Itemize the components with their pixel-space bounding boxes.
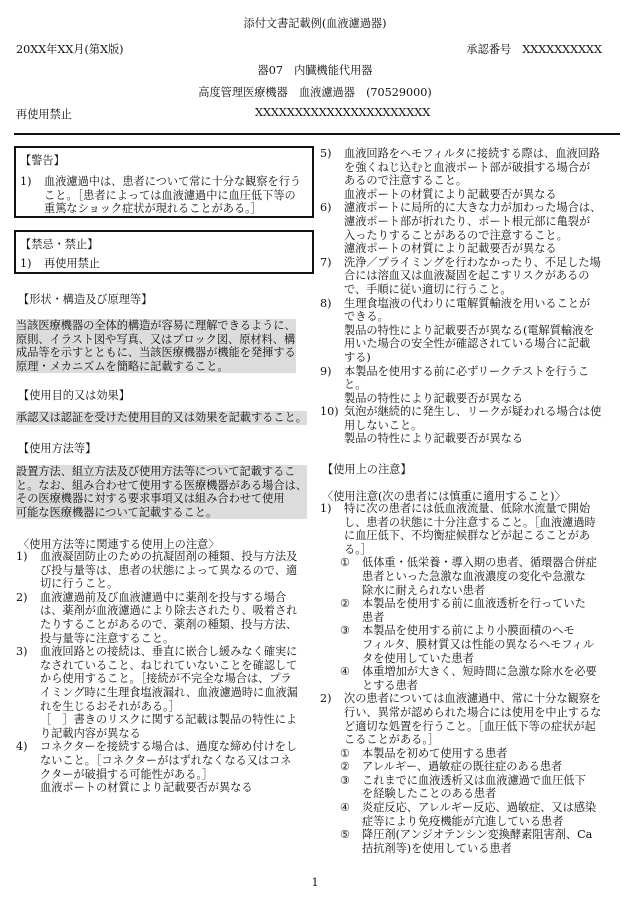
item-text: 血液凝固防止のための抗凝固剤の種類、投与方法及 び投与量等は、患者の状態によって異なるので、適 切に行うこと。 <box>40 550 298 591</box>
item-number: 2) <box>16 590 28 604</box>
item-number: 2) <box>320 692 332 706</box>
approval-number: 承認番号 XXXXXXXXXX <box>466 43 602 56</box>
precautions-list <box>320 502 601 855</box>
item-number: 6) <box>320 201 332 215</box>
item-number: 1) <box>20 175 32 188</box>
item-text: 再使用禁止 <box>44 257 100 270</box>
item-number: 1) <box>20 257 32 270</box>
item-text: 特に次の患者には低血液流量、低除水流量で開始 し、患者の状態に十分注意すること。［血液濾過時 に血圧低下、不均衡症候群などが起こることがあ る。］ <box>344 502 596 556</box>
usage-item <box>16 591 298 645</box>
document-title: 添付文書記載例(血液濾過器) <box>243 17 387 30</box>
sub-text: 本製品を使用する前に血液透析を行っていた 患者 <box>362 597 586 624</box>
item-number: 9) <box>320 364 332 378</box>
sub-number: ③ <box>340 773 351 787</box>
header-divider <box>14 133 620 135</box>
item-text: 気泡が継続的に発生し、リークが疑われる場合は使 用しないこと。 製品の特性により記載要否が異なる <box>344 405 602 446</box>
shape-heading: 【形状・構造及び原理等】 <box>18 293 153 306</box>
sub-item <box>320 556 601 597</box>
usage-item <box>16 550 298 591</box>
item-text: 生理食塩液の代わりに電解質輸液を用いることが できる。 製品の特性により記載要否が異なる(電解質輸液を 用いた場合の安全性が確認されている場合に記載 する) <box>344 296 595 364</box>
prohibition-heading: 【禁忌・禁止】 <box>20 238 99 251</box>
sub-text: 本製品を初めて使用する患者 <box>362 746 508 760</box>
precautions-subheading: 〈使用注意(次の患者には慎重に適用すること)〉 <box>322 490 566 503</box>
sub-number: ③ <box>340 624 351 638</box>
item-number: 3) <box>16 645 28 659</box>
sub-item <box>320 624 601 665</box>
usage-item <box>16 645 298 740</box>
sub-item <box>320 665 601 692</box>
sub-text: 体重増加が大きく、短時間に急激な除水を必要 とする患者 <box>362 665 597 692</box>
usage-item <box>320 147 601 201</box>
warning-item <box>20 175 301 216</box>
sub-item <box>320 597 601 624</box>
sub-item <box>320 760 601 774</box>
item-text: 次の患者については血液濾過中、常に十分な観察を 行い、異常が認められた場合には使用を中止するな ど適切な処置を行うこと。［血圧低下等の症状が起 こることがある。］ <box>344 692 602 747</box>
warning-heading: 【警告】 <box>20 154 65 167</box>
usage-item <box>16 740 298 794</box>
page-number: 1 <box>311 876 319 889</box>
item-text: 血液回路をヘモフィルタに接続する際は、血液回路 を強くねじ込むと血液ポート部が破損する場合が あるので注意すること。 血液ポートの材質により記載要否が異なる <box>344 147 600 201</box>
item-text: 本製品を使用する前に必ずリークテストを行うこ と。 製品の特性により記載要否が異なる <box>344 364 590 405</box>
precaution-item <box>320 502 601 556</box>
item-number: 10) <box>320 405 339 419</box>
sub-number: ④ <box>340 801 351 815</box>
precaution-item <box>320 692 601 746</box>
usage-heading: 【使用方法等】 <box>18 442 97 455</box>
item-text: 血液回路との接続は、垂直に嵌合し緩みなく確実に なされていること、ねじれていないことを確認して から使用すること。［接続が不完全な場合は、プラ イミング時に生理食塩液漏れ、血液濾過時に血液漏 れを生じるおそれがある。］ ［ ］書きのリスクに関する記載は製品の特性によ り記載内容が異なる <box>40 645 298 740</box>
item-text: 洗浄／プライミングを行わなかったり、不足した場 合には溶血又は血液凝固を起こすリスクがあるの で、手順に従い適切に行うこと。 <box>344 255 601 296</box>
sub-item <box>320 747 601 761</box>
date-version: 20XX年XX月(第X版) <box>16 43 124 56</box>
sub-text: 本製品を使用する前により小膜面積のヘモ フィルタ、膜材質又は性能の異なるヘモフィル タを使用していた患者 <box>362 624 595 665</box>
usage-item <box>320 297 601 365</box>
sub-number: ① <box>340 746 351 760</box>
item-number: 4) <box>16 740 28 754</box>
prohibition-item <box>20 257 100 271</box>
item-text: コネクターを接続する場合は、過度な締め付けをし ないこと。［コネクターがはずれなくなる又はコネ クターが破損する可能性がある。］ 血液ポートの材質により記載要否が異なる <box>40 740 298 795</box>
sub-number: ② <box>340 597 351 611</box>
usage-precautions-left <box>16 550 298 795</box>
item-text: 濾液ポートに局所的に大きな力が加わった場合は、 濾液ポート部が折れたり、ポート根元部に亀裂が 入ったりすることがあるので注意すること。 濾液ポートの材質により記載要否が異なる <box>344 201 602 256</box>
item-text: 血液濾過前及び血液濾過中に薬剤を投与する場合 は、薬剤が血液濾過により除去されたり、吸着され たりすることがあるので、薬剤の種類、投与方法、 投与量等に注意すること。 <box>40 590 298 645</box>
sub-number: ① <box>340 556 351 570</box>
sub-number: ④ <box>340 665 351 679</box>
item-number: 5) <box>320 147 332 160</box>
sub-text: これまでに血液透析又は血液濾過で血圧低下 を経験したことのある患者 <box>362 773 586 801</box>
sub-text: 炎症反応、アレルギー反応、過敏症、又は感染 症等により免疫機能が亢進している患者 <box>362 801 597 828</box>
shape-note: 当該医療機器の全体的構造が容易に理解できるように、 原則、イラスト図や写真、又はブロック図、原材料、構 成品等を示すとともに、当該医療機器が機能を発揮する 原理・メカニズムを簡略に記載すること。 <box>16 319 296 373</box>
item-number: 1) <box>16 550 28 563</box>
usage-item <box>320 256 601 297</box>
item-number: 7) <box>320 255 332 269</box>
precautions-heading: 【使用上の注意】 <box>322 463 412 476</box>
usage-precautions-right <box>320 147 601 446</box>
sub-number: ⑤ <box>340 828 351 842</box>
usage-item <box>320 365 601 406</box>
sub-text: 低体重・低栄養・導入期の患者、循環器合併症 患者といった急激な血液濃度の変化や急激な 除水に耐えられない患者 <box>362 556 597 597</box>
usage-subheading: 〈使用方法等に関連する使用上の注意〉 <box>18 538 220 551</box>
sub-text: 降圧剤(アンジオテンシン変換酵素阻害剤、Ca 拮抗剤等)を使用している患者 <box>362 828 593 855</box>
classification: 高度管理医療機器 血液濾過器 (70529000) <box>198 86 432 99</box>
purpose-note: 承認又は認証を受けた使用目的又は効果を記載すること。 <box>16 411 307 424</box>
reuse-prohibited: 再使用禁止 <box>16 108 72 121</box>
item-number: 8) <box>320 296 332 310</box>
sub-item <box>320 774 601 801</box>
prohibition-box <box>14 230 314 274</box>
usage-item <box>320 405 601 446</box>
item-text: 血液濾過中は、患者について常に十分な観察を行う こと。［患者によっては血液濾過中に血圧低下等の 重篤なショック症状が現れることがある。］ <box>44 175 302 216</box>
category: 器07 内臓機能代用器 <box>257 64 373 77</box>
sub-text: アレルギー、過敏症の既往症のある患者 <box>362 760 563 774</box>
usage-note: 設置方法、組立方法及び使用方法等について記載するこ と。なお、組み合わせて使用する医療機器がある場合は、 その医療機器に対する要求事項又は組み合わせて使用 可能な医療機器について記載すること。 <box>16 465 307 519</box>
sub-item <box>320 828 601 855</box>
product-name: XXXXXXXXXXXXXXXXXXXXXX <box>255 106 431 119</box>
sub-number: ② <box>340 760 351 774</box>
purpose-heading: 【使用目的又は効果】 <box>18 389 130 402</box>
usage-item <box>320 201 601 255</box>
warning-box <box>14 146 314 218</box>
sub-item <box>320 801 601 828</box>
item-number: 1) <box>320 502 332 515</box>
